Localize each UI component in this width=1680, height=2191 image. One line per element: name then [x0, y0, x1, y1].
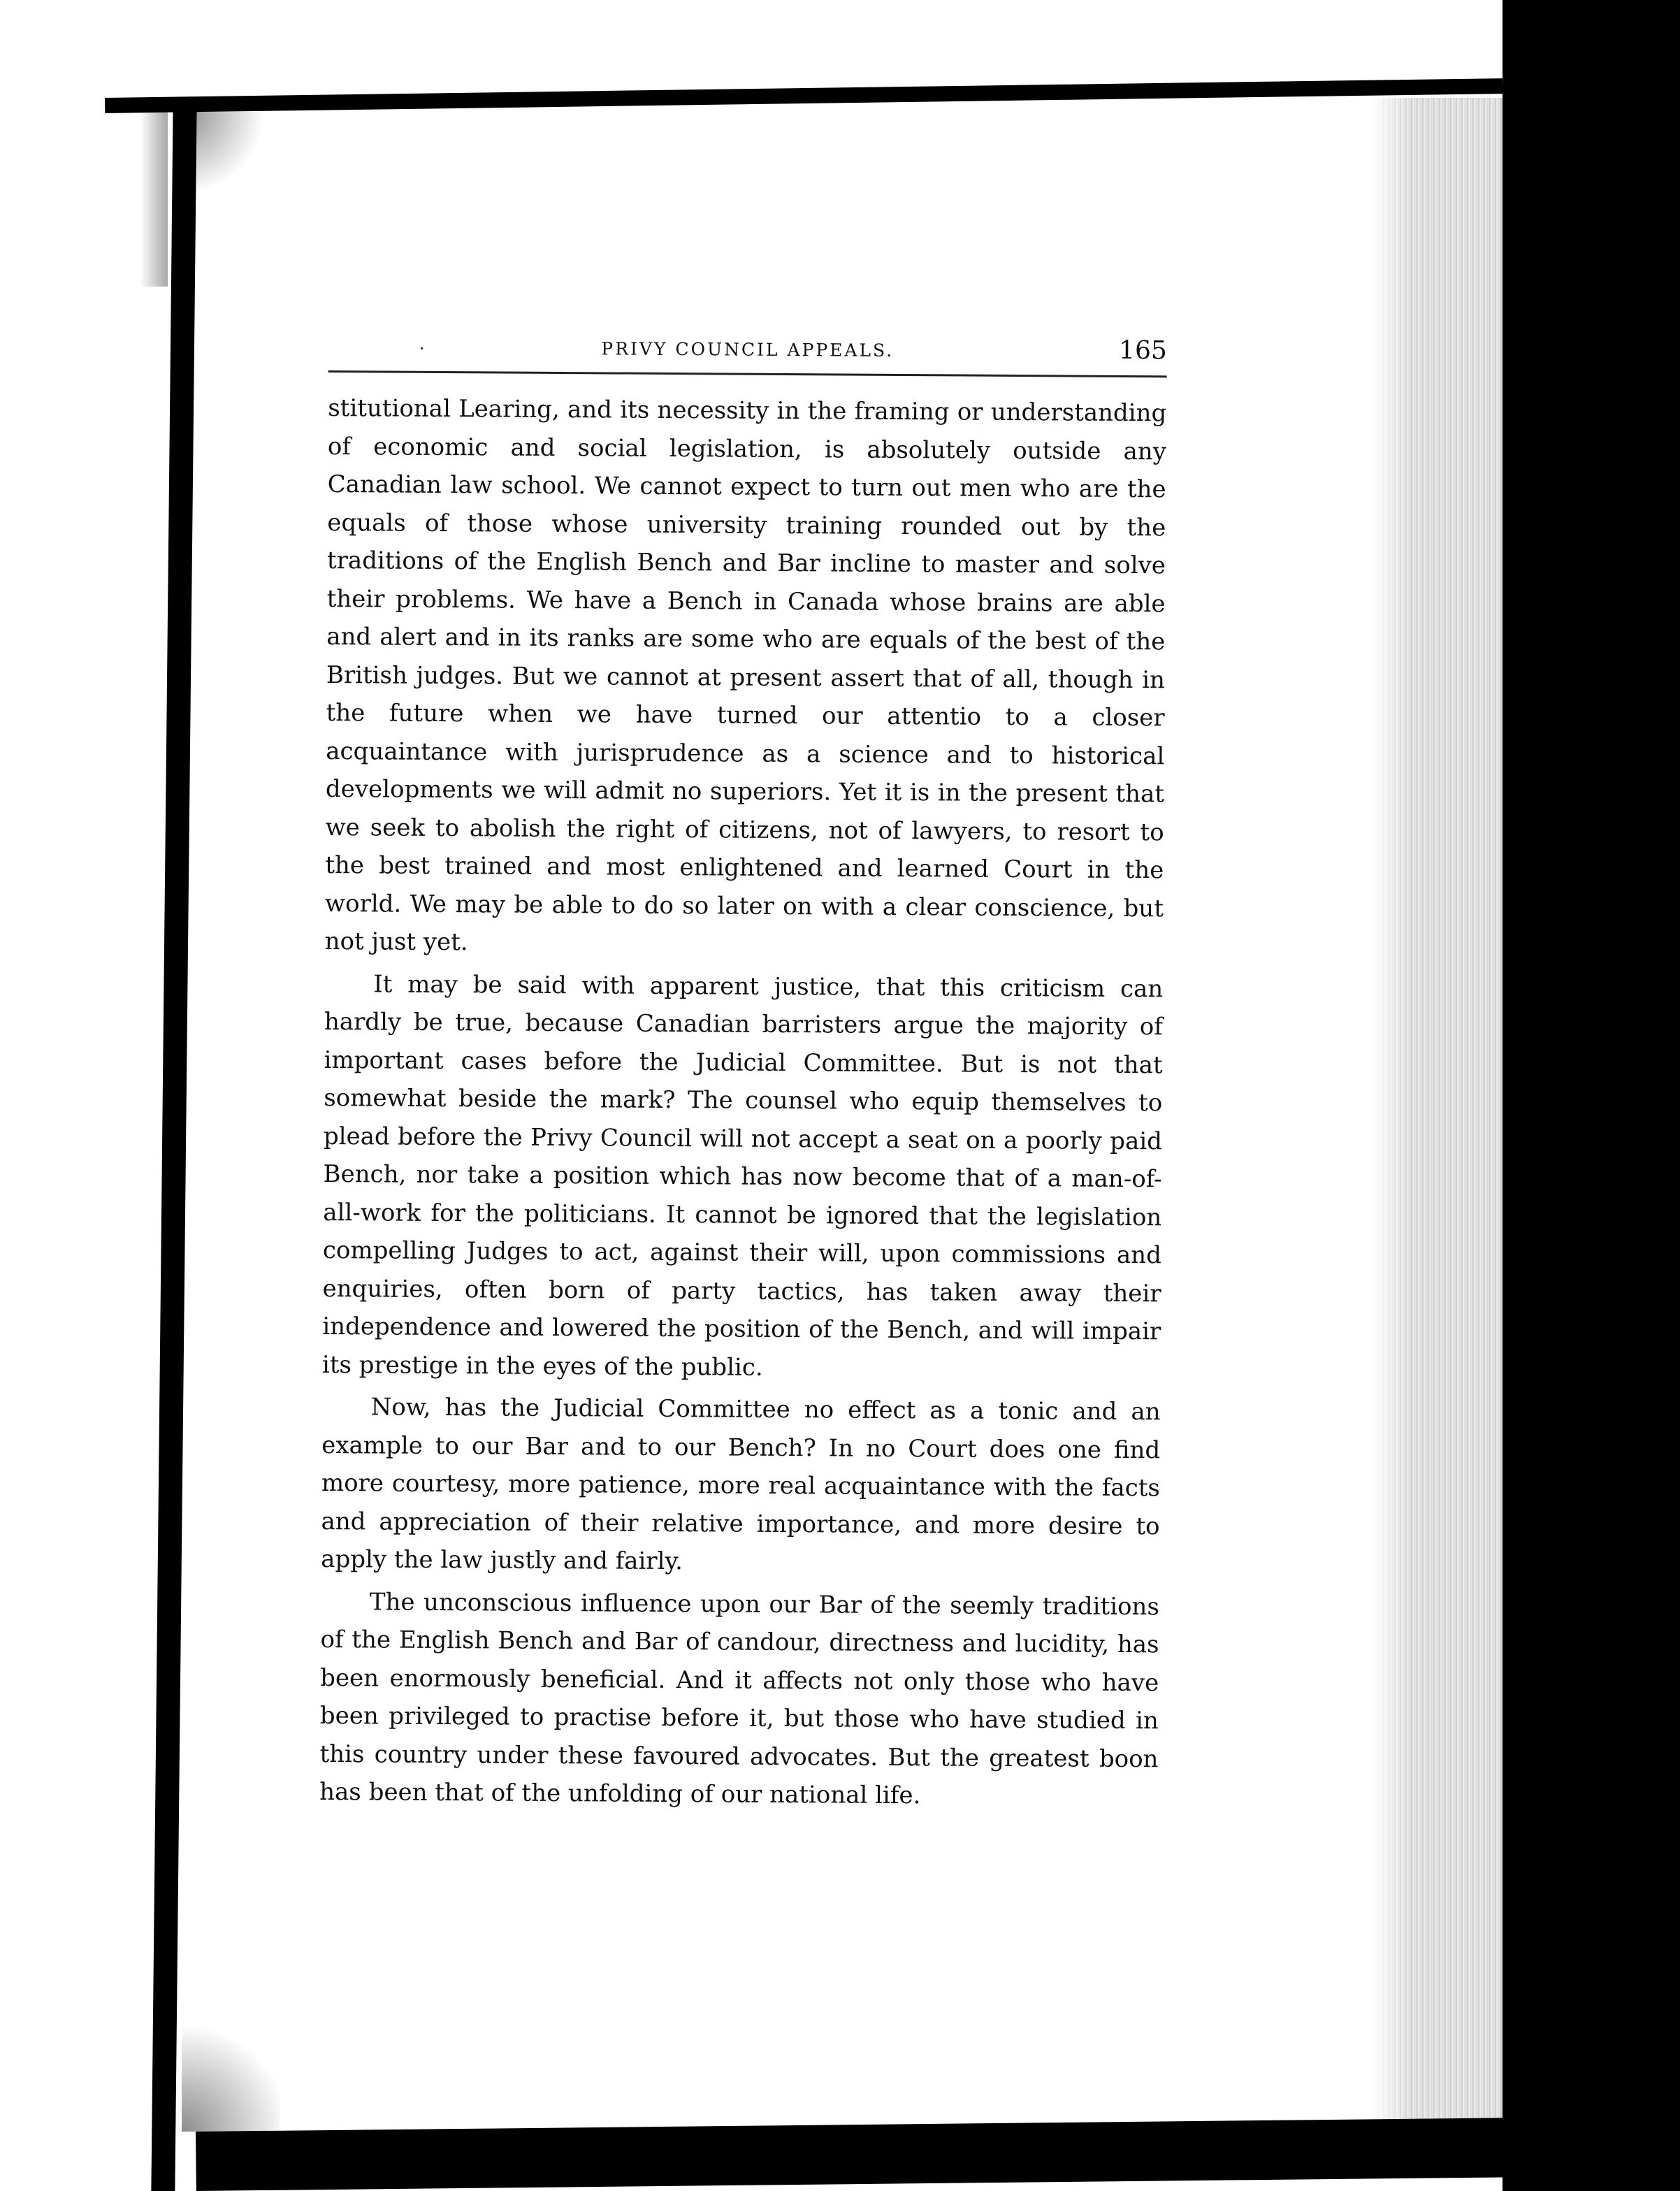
scan-border-top — [105, 78, 1502, 113]
corner-smudge-bottom-left — [182, 2013, 280, 2132]
running-head — [328, 328, 1167, 377]
scan-border-right — [1502, 0, 1680, 2191]
paragraph-1: stitutional Learing, and its necessity in the framing or understanding of economic and social legislation, is absolutely outside any Canadian law school. We cannot expect to turn out men who are the equals of those whose university training rounded out by the traditions of the English Bench and Bar incline to master and solve their problems. We have a Bench in Canada whose brains are able and alert and in its ranks are some who are equals of the best of the British judges. But we cannot at present assert that of all, though in the future when we have turned our attentio to a closer acquaintance with jurisprudence as a science and to historical developments we will admit no superiors. Yet it is in the present that we seek to abolish the right of citizens, not of lawyers, to resort to the best trained and most enlightened and learned Court in the world. We may be able to do so later on with a clear conscience, but not just yet. — [324, 393, 1167, 957]
running-head-mark: · — [419, 338, 425, 359]
paragraph-2: It may be said with apparent justice, that this criticism can hardly be true, because Canadian barristers argue the majority of important cases before the Judicial Committee. But is not that somewhat beside the mark? The counsel who equip themselves to plead before the Privy Council will not accept a seat on a poorly paid Bench, nor take a position which has now become that of a man-of-all-work for the politicians. It cannot be ignored that the legislation compelling Judges to act, against their will, upon commissions and enquiries, often born of party tactics, has taken away their independence and lowered the position of the Bench, and will impair its prestige in the eyes of the public. — [321, 969, 1164, 1382]
scan-border-left — [151, 105, 196, 2191]
page-number: 165 — [1118, 335, 1167, 366]
body-text — [319, 389, 1166, 1816]
paragraph-3: Now, has the Judicial Committee no effect as a tonic and an example to our Bar and to our Bench? In no Court does one find more courtesy, more patience, more real acquaintance with the facts and appreciation of their relative importance, and more desire to apply the law justly and fairly. — [321, 1393, 1161, 1576]
paragraph-4: The unconscious influence upon our Bar of the seemly traditions of the English Bench and Bar of candour, directness and lucidity, has been enormously beneficial. And it affects not only those who have been privileged to practise before it, but those who have studied in this country under these favoured advocates. But the greatest boon has been that of the unfolding of our national life. — [319, 1587, 1159, 1810]
scan-shadow-left — [140, 105, 168, 287]
corner-smudge-top-left — [182, 112, 266, 196]
book-page — [319, 328, 1167, 1821]
page-edge-strip — [1370, 98, 1502, 2125]
running-head-title: PRIVY COUNCIL APPEALS. — [601, 338, 895, 361]
scan-border-bottom — [196, 2118, 1524, 2191]
page-edge-fade — [1370, 98, 1412, 2125]
